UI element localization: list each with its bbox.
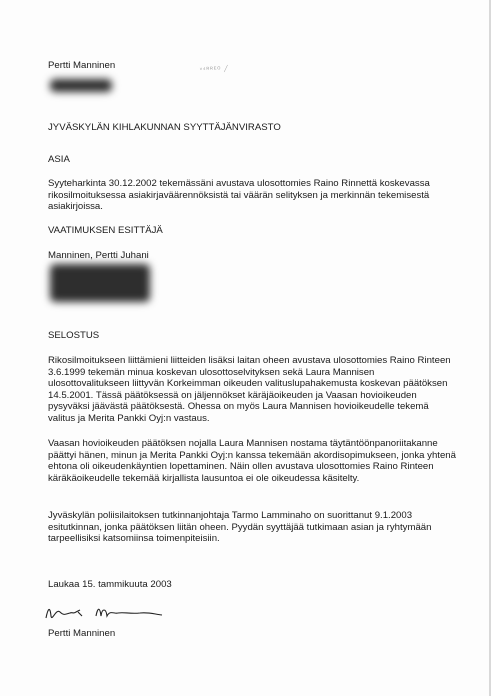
redacted-personal-details [50, 264, 150, 302]
recipient-heading: JYVÄSKYLÄN KIHLAKUNNAN SYYTTÄJÄNVIRASTO [48, 122, 281, 133]
paragraph-1: Rikosilmoitukseen liittämieni liitteiden lisäksi laitan oheen avustava ulosottomies Raino Rinteen 3.6.1999 tekemän minua koskevan ulosottoselvityksen sekä Laura Mannisen ulosottovalitukseen liittyvän Korkeimman oikeuden valituslupahakemusta koskevan päätöksen 14.5.2001. Tässä päätöksessä on jäljennökset käräjäoikeuden ja Vaasan hovioikeuden pysyväksi jäävästä päätöksestä. Ohessa on myös Laura Mannisen hovioikeudelle tekemä valitus ja Merita Pankki Oyj:n vastaus. [48, 355, 451, 424]
signature-name: Pertti Manninen [48, 628, 116, 639]
paragraph-3: Jyväskylän poliisilaitoksen tutkinnanjohtaja Tarmo Lamminaho on suorittanut 9.1.2003 esitutkinnan, jonka päätöksen liitän oheen. Pyydän syyttäjää tutkimaan asian ja ryhtymään tarpeellisiksi katsomiinsa toimenpiteisiin. [48, 510, 432, 544]
asia-text: Syyteharkinta 30.12.2002 tekemässäni avustava ulosottomies Raino Rinnettä koskevassa rikosilmoituksessa asiakirjaväärennöksistä tai väärän selityksen ja merkinnän tekemisestä asiakirjoissa. [48, 178, 430, 212]
claimant-name: Manninen, Pertti Juhani [48, 250, 149, 261]
received-stamp: ᵛ⁴ᴿᴿᴱᴼ ╱ [199, 66, 229, 74]
claimant-heading: VAATIMUKSEN ESITTÄJÄ [48, 225, 163, 236]
sender-name: Pertti Manninen [48, 60, 116, 71]
selostus-heading: SELOSTUS [48, 330, 100, 341]
handwritten-signature [44, 602, 164, 628]
paragraph-2: Vaasan hovioikeuden päätöksen nojalla Laura Mannisen nostama täytäntöönpanoriitakanne päättyi hänen, minun ja Merita Pankki Oyj:n kanssa tekemään akordisopimukseen, jonka yhtenä ehtona oli oikeudenkäyntien lopettaminen. Näin ollen avustava ulosottomies Raino Rinteen käräkäoikeudelle tekemää kirjallista lausuntoa ei ole oikeudessa käsitelty. [48, 438, 456, 484]
redacted-address [50, 79, 112, 92]
asia-heading: ASIA [48, 154, 70, 165]
place-date: Laukaa 15. tammikuuta 2003 [48, 579, 172, 590]
